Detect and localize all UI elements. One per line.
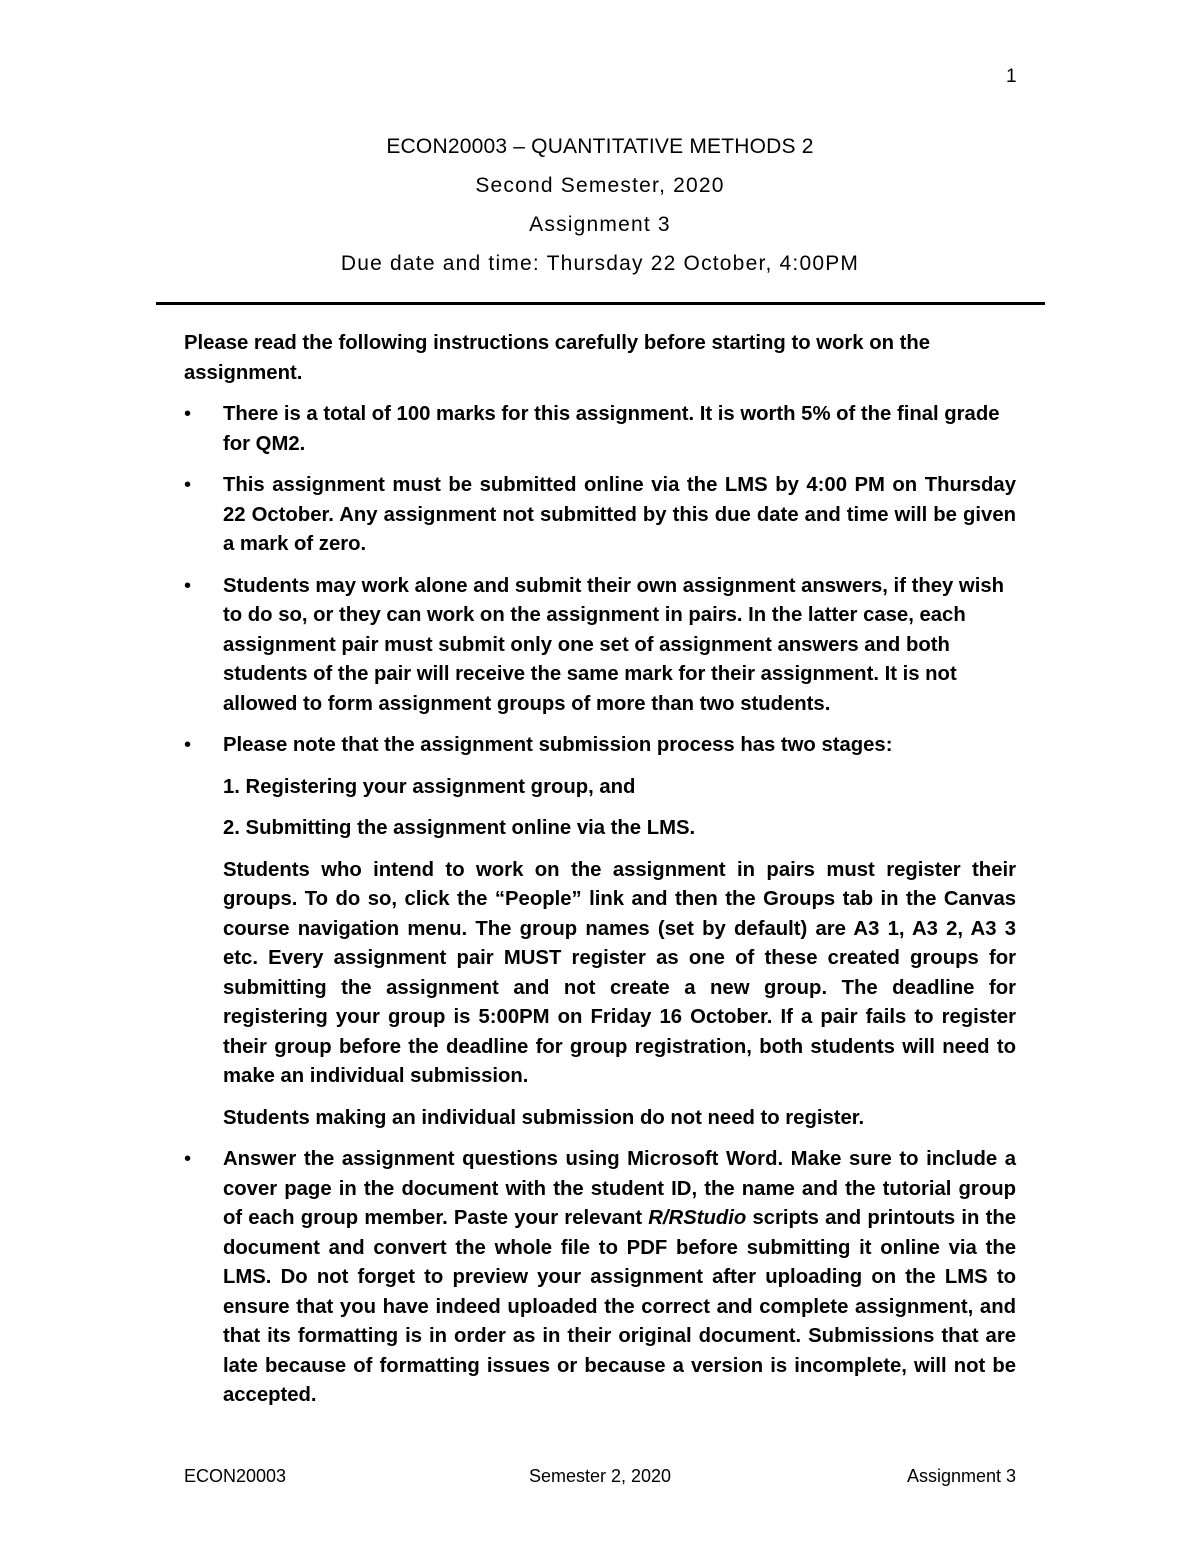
course-title: ECON20003 – QUANTITATIVE METHODS 2	[386, 135, 814, 158]
software-name: R/RStudio	[648, 1207, 747, 1229]
bullet-icon: •	[184, 574, 192, 597]
bullet-text: There is a total of 100 marks for this assignment. It is worth 5% of the final grade for QM2.	[223, 403, 1000, 455]
title-block	[0, 133, 1200, 289]
bullet-icon: •	[184, 734, 192, 756]
due-date-line: Due date and time: Thursday 22 October, 4:00PM	[340, 252, 860, 275]
bullet-text-part: scripts and printouts in the document and convert the whole file to PDF before submitting it online via the LMS. Do not forget to preview your assignment after uploading on the LMS to ensure that you have indeed uploaded the correct and complete assignment, and that its formatting is in order as in their original document. Submissions that are late because of formatting issues or because a version is incomplete, will not be accepted.	[223, 1207, 1016, 1406]
list-item	[184, 471, 1016, 560]
step-one: 1. Registering your assignment group, and	[223, 775, 636, 798]
registration-paragraph: Students who intend to work on the assignment in pairs must register their groups. To do so, click the “People” link and then the Groups tab in the Canvas course navigation menu. The group names (set by default) are A3 1, A3 2, A3 3 etc. Every assignment pair MUST register as one of these created groups for submitting the assignment and not create a new group. The deadline for registering your group is 5:00PM on Friday 16 October. If a pair fails to register their group before the deadline for group registration, both students will need to make an individual submission.	[223, 858, 1016, 1087]
footer-semester: Semester 2, 2020	[528, 1466, 672, 1486]
list-item	[184, 731, 1016, 1133]
bullet-icon: •	[184, 1148, 192, 1170]
bullet-icon: •	[184, 474, 192, 496]
page-number: 1	[1006, 66, 1017, 87]
bullet-icon: •	[184, 403, 192, 425]
semester-line: Second Semester, 2020	[475, 174, 725, 197]
bullet-text: This assignment must be submitted online via the LMS by 4:00 PM on Thursday 22 October. Any assignment not submitted by this due date and time will be given a mark of zero.	[223, 474, 1016, 555]
list-item	[184, 572, 1016, 720]
bullet-text	[223, 1145, 1016, 1411]
list-item	[184, 400, 1016, 459]
bullet-text: Students may work alone and submit their own assignment answers, if they wish to do so, or they can work on the assignment in pairs. In the latter case, each assignment pair must submit only one set of assignment answers and both students of the pair will receive the same mark for their assignment. It is not allowed to form assignment groups of more than two students.	[223, 574, 1004, 715]
bullet-text-part: Answer the assignment questions using Microsoft Word. Make sure to include a cover page in the document with the student ID, the name and the tutorial group of each group member. Paste your relevant	[223, 1148, 1016, 1229]
instructions-body	[184, 329, 1016, 1423]
individual-note: Students making an individual submission do not need to register.	[223, 1106, 865, 1129]
step-two: 2. Submitting the assignment online via the LMS.	[223, 817, 696, 839]
horizontal-rule	[156, 302, 1045, 305]
intro-paragraph: Please read the following instructions carefully before starting to work on the assignment.	[184, 332, 931, 384]
footer-assignment: Assignment 3	[906, 1466, 1016, 1486]
assignment-title: Assignment 3	[529, 213, 671, 236]
footer-course-code: ECON20003	[184, 1466, 287, 1486]
bullet-text: Please note that the assignment submission process has two stages:	[223, 734, 893, 756]
list-item	[184, 1145, 1016, 1411]
